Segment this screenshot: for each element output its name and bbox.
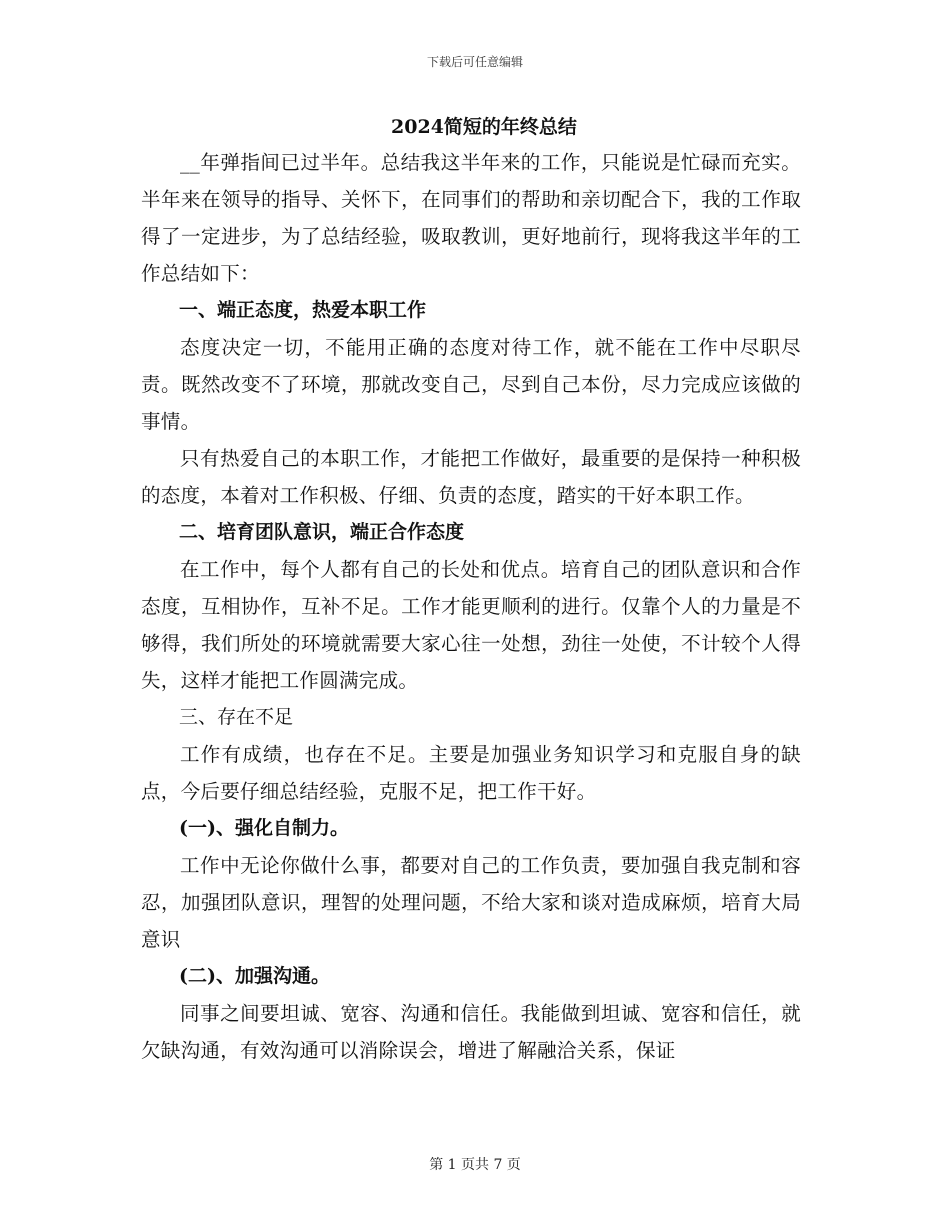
intro-paragraph: __年弹指间已过半年。总结我这半年来的工作，只能说是忙碌而充实。半年来在领导的指导、关怀下，在同事们的帮助和亲切配合下，我的工作取得了一定进步，为了总结经验，吸取教训，更好地前行，现将我这半年的工作总结如下： [141,151,801,285]
section-heading-2: 二、培育团队意识，端正合作态度 [179,521,465,543]
section-3-paragraph: 工作有成绩，也存在不足。主要是加强业务知识学习和克服自身的缺点，今后要仔细总结经验，克服不足，把工作干好。 [141,743,801,803]
subsection-heading-1: (一)、强化自制力。 [179,817,349,839]
page-number: 第 1 页共 7 页 [429,1157,521,1173]
document-body [141,112,801,1069]
section-heading-1: 一、端正态度，热爱本职工作 [179,299,427,321]
page-header-note: 下载后可任意编辑 [426,55,523,69]
subsection-1-paragraph: 工作中无论你做什么事，都要对自己的工作负责，要加强自我克制和容忍，加强团队意识，理智的处理问题，不给大家和谈对造成麻烦，培育大局意识 [141,854,801,951]
section-1-paragraph-2: 只有热爱自己的本职工作，才能把工作做好，最重要的是保持一种积极的态度，本着对工作积极、仔细、负责的态度，踏实的干好本职工作。 [141,447,801,507]
document-title: 2024简短的年终总结 [391,116,577,138]
section-2-paragraph: 在工作中，每个人都有自己的长处和优点。培育自己的团队意识和合作态度，互相协作，互补不足。工作才能更顺利的进行。仅靠个人的力量是不够得，我们所处的环境就需要大家心往一处想，劲往一处使，不计较个人得失，这样才能把工作圆满完成。 [141,558,801,692]
subsection-heading-2: (二)、加强沟通。 [179,965,330,987]
section-1-paragraph-1: 态度决定一切，不能用正确的态度对待工作，就不能在工作中尽职尽责。既然改变不了环境，那就改变自己，尽到自己本份，尽力完成应该做的事情。 [141,336,801,433]
section-heading-3: 三、存在不足 [179,706,294,728]
subsection-2-paragraph: 同事之间要坦诚、宽容、沟通和信任。我能做到坦诚、宽容和信任，就欠缺沟通，有效沟通可以消除误会，增进了解融洽关系，保证 [141,1002,801,1062]
